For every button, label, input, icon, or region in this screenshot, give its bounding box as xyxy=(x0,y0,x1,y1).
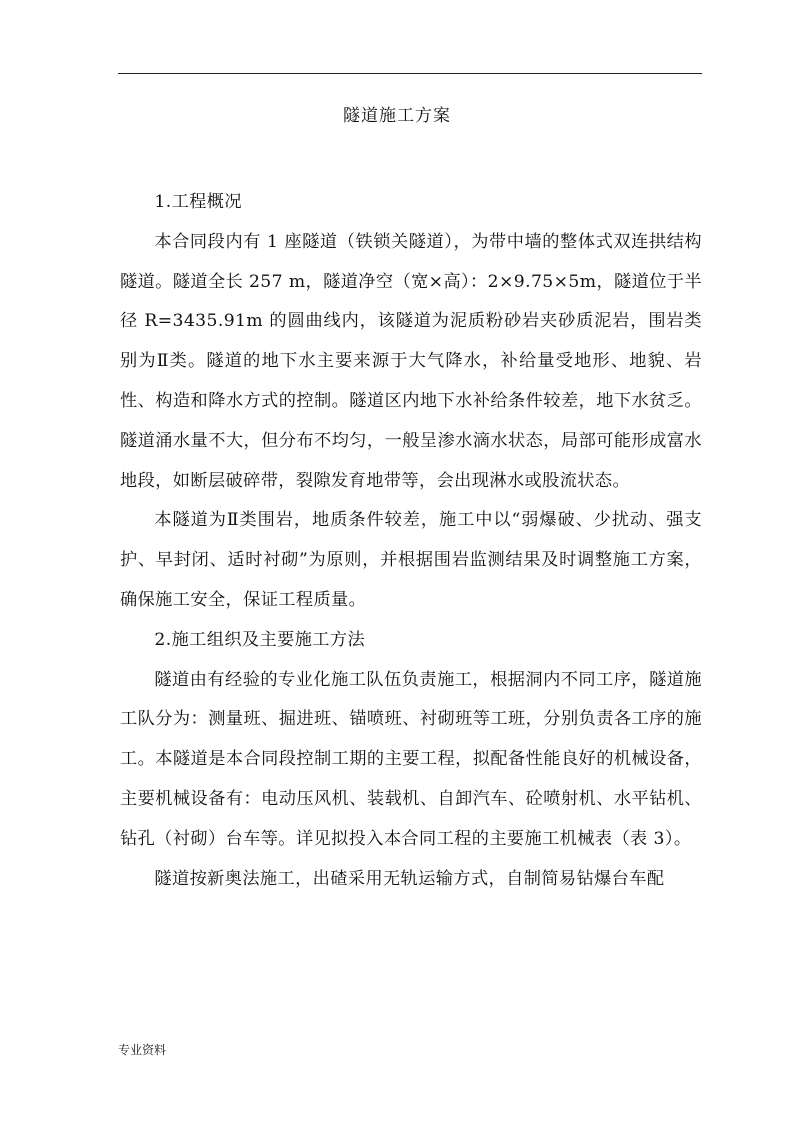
document-body xyxy=(120,183,702,899)
section-heading-organization: 2.施工组织及主要施工方法 xyxy=(154,629,366,650)
paragraph-overview: 本合同段内有 1 座隧道（铁锁关隧道），为带中墙的整体式双连拱结构隧道。隧道全长 257 m，隧道净空（宽×高）：2×9.75×5m，隧道位于半径 R=3435.91m 的圆曲线内，该隧道为泥质粉砂岩夹砂质泥岩，围岩类别为Ⅱ类。隧道的地下水主要来源于大气降水，补给量受地形、地貌、岩性、构造和降水方式的控制。隧道区内地下水补给条件较差，地下水贫乏。隧道涌水量不大，但分布不均匀，一般呈渗水滴水状态，局部可能形成富水地段，如断层破碎带，裂隙发育地带等，会出现淋水或股流状态。 xyxy=(120,231,702,491)
header-rule xyxy=(118,73,702,74)
paragraph-organization: 隧道由有经验的专业化施工队伍负责施工，根据洞内不同工序，隧道施工队分为：测量班、掘进班、锚喷班、衬砌班等工班，分别负责各工序的施工。本隧道是本合同段控制工期的主要工程，拟配备性能良好的机械设备，主要机械设备有：电动压风机、装载机、自卸汽车、砼喷射机、水平钻机、钻孔（衬砌）台车等。详见拟投入本合同工程的主要施工机械表（表 3）。 xyxy=(120,669,702,849)
paragraph-principles: 本隧道为Ⅱ类围岩，地质条件较差，施工中以“弱爆破、少扰动、强支护、早封闭、适时衬砌”为原则，并根据围岩监测结果及时调整施工方案，确保施工安全，保证工程质量。 xyxy=(120,510,702,610)
paragraph-method: 隧道按新奥法施工，出碴采用无轨运输方式，自制简易钻爆台车配 xyxy=(154,868,665,889)
section-heading-overview: 1.工程概况 xyxy=(154,192,242,212)
document-title: 隧道施工方案 xyxy=(343,106,451,126)
footer-label: 专业资料 xyxy=(118,1043,167,1057)
